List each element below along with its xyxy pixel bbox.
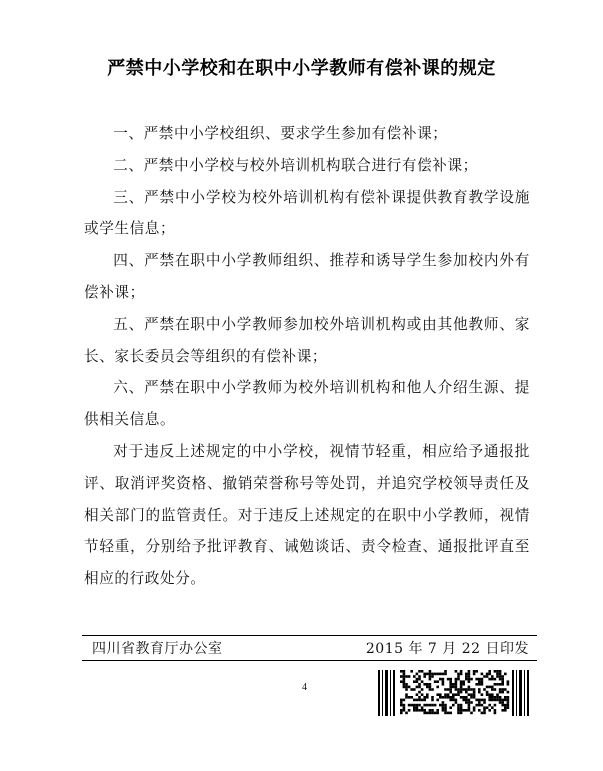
footer-bottom-divider bbox=[82, 660, 537, 661]
document-body bbox=[84, 118, 530, 595]
penalty-paragraph: 对于违反上述规定的中小学校，视情节轻重，相应给予通报批评、取消评奖资格、撤销荣誉称号等处罚，并追究学校领导责任及相关部门的监管责任。对于违反上述规定的在职中小学教师，视情节轻重，分别给予批评教育、诫勉谈话、责令检查、通报批评直至相应的行政处分。 bbox=[84, 442, 530, 588]
rule-item-6: 六、严禁在职中小学教师为校外培训机构和他人介绍生源、提供相关信息。 bbox=[84, 379, 530, 429]
page-title: 严禁中小学校和在职中小学教师有偿补课的规定 bbox=[107, 58, 496, 79]
rule-item-3: 三、严禁中小学校为校外培训机构有偿补课提供教育教学设施或学生信息； bbox=[84, 188, 530, 238]
issue-date: 2015 年 7 月 22 日印发 bbox=[365, 641, 529, 657]
rule-item-4: 四、严禁在职中小学教师组织、推荐和诱导学生参加校内外有偿补课； bbox=[84, 252, 530, 301]
issuer-name: 四川省教育厅办公室 bbox=[92, 641, 223, 657]
page-number: 4 bbox=[302, 682, 307, 693]
rule-item-2: 二、严禁中小学校与校外培训机构联合进行有偿补课； bbox=[113, 156, 478, 174]
rule-item-5: 五、严禁在职中小学教师参加校外培训机构或由其他教师、家长、家长委员会等组织的有偿补课； bbox=[84, 315, 530, 365]
footer-top-divider bbox=[82, 635, 537, 636]
rule-item-1: 一、严禁中小学校组织、要求学生参加有偿补课； bbox=[113, 125, 448, 142]
barcode-icon bbox=[376, 668, 531, 718]
